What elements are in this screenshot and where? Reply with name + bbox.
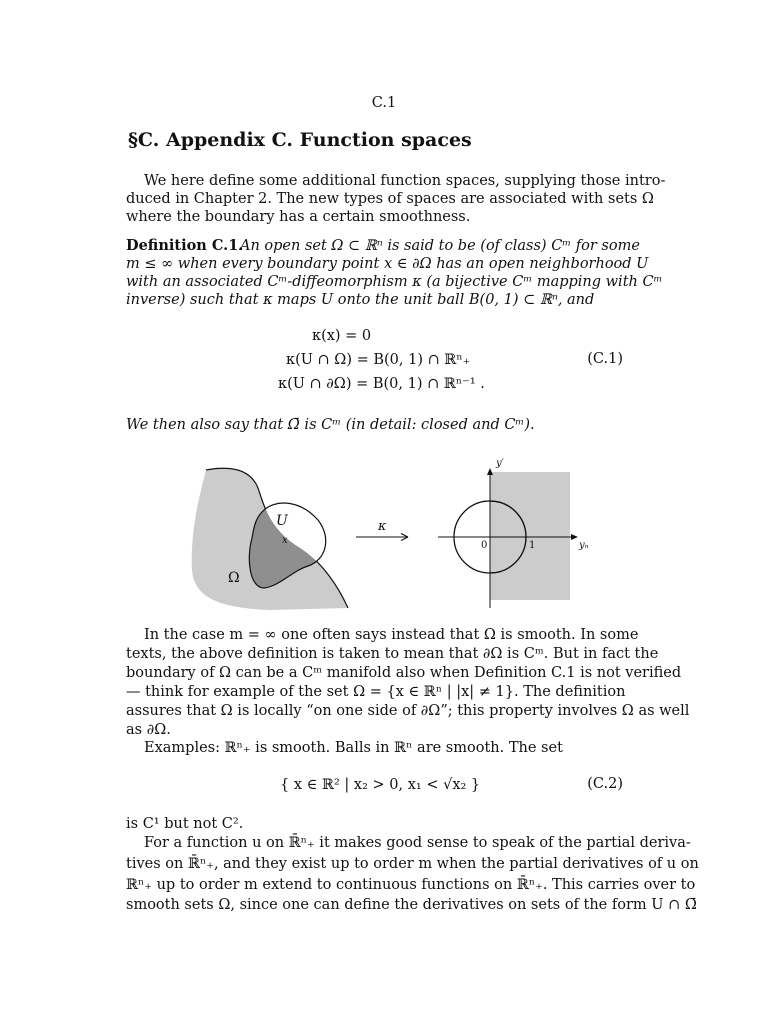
vertical-axis-arrow <box>487 468 493 475</box>
equation-c1-line: κ(U ∩ ∂Ω) = B(0, 1) ∩ ℝⁿ⁻¹ . <box>278 376 485 392</box>
definition-line: with an associated Cᵐ-diffeomorphism κ (a bijective Cᵐ mapping with Cᵐ <box>126 274 663 290</box>
label-x: x <box>282 535 288 546</box>
label-zero: 0 <box>481 540 488 551</box>
body-line: as ∂Ω. <box>126 722 171 738</box>
label-kappa: κ <box>378 519 387 534</box>
label-u: U <box>276 513 288 529</box>
body-line: tives on ℝ̄ⁿ₊, and they exist up to order m when the partial derivatives of u on <box>126 856 699 872</box>
body-line: texts, the above definition is taken to mean that ∂Ω is Cᵐ. But in fact the <box>126 646 659 662</box>
page-number: C.1 <box>371 95 397 111</box>
intro-line: duced in Chapter 2. The new types of spaces are associated with sets Ω <box>126 191 654 207</box>
body-line: — think for example of the set Ω = {x ∈ ℝⁿ | |x| ≠ 1}. The definition <box>126 684 626 700</box>
intro-line: where the boundary has a certain smoothness. <box>126 209 471 225</box>
after-c2-line: is C¹ but not C². <box>126 816 244 832</box>
equation-c1-line: κ(x) = 0 <box>312 328 372 344</box>
definition-line: An open set Ω ⊂ ℝⁿ is said to be (of class) Cᵐ for some <box>240 238 640 254</box>
examples-line: Examples: ℝⁿ₊ is smooth. Balls in ℝⁿ are smooth. The set <box>144 740 563 756</box>
body-line: assures that Ω is locally “on one side of ∂Ω”; this property involves Ω as well <box>126 703 690 719</box>
body-line: smooth sets Ω, since one can define the derivatives on sets of the form U ∩ Ω̄ <box>126 897 697 913</box>
domain-map-figure <box>180 448 600 616</box>
definition-label: Definition C.1. <box>126 237 244 254</box>
equation-c1-line: κ(U ∩ Ω) = B(0, 1) ∩ ℝⁿ₊ <box>286 352 471 368</box>
label-omega: Ω <box>228 570 240 586</box>
equation-c2: { x ∈ ℝ² | x₂ > 0, x₁ < √x₂ } <box>280 777 481 793</box>
body-line: boundary of Ω can be a Cᵐ manifold also when Definition C.1 is not verified <box>126 665 682 681</box>
body-line: ℝⁿ₊ up to order m extend to continuous functions on ℝ̄ⁿ₊. This carries over to <box>126 877 696 893</box>
body-line: In the case m = ∞ one often says instead that Ω is smooth. In some <box>144 627 639 643</box>
label-y-prime: y′ <box>496 458 504 469</box>
half-space-region <box>490 472 570 600</box>
definition-line: inverse) such that κ maps U onto the unit ball B(0, 1) ⊂ ℝⁿ, and <box>126 292 595 308</box>
label-one: 1 <box>529 540 536 551</box>
body-line: For a function u on ℝ̄ⁿ₊ it makes good sense to speak of the partial deriva- <box>144 835 691 851</box>
equation-number: (C.1) <box>587 351 623 367</box>
section-title: §C. Appendix C. Function spaces <box>128 129 472 151</box>
closing-statement: We then also say that Ω̄ is Cᵐ (in detail: closed and Cᵐ). <box>126 417 535 433</box>
definition-line: m ≤ ∞ when every boundary point x ∈ ∂Ω has an open neighborhood U <box>126 256 649 272</box>
horizontal-axis-arrow <box>571 534 578 540</box>
equation-number: (C.2) <box>587 776 623 792</box>
label-y-n: yₙ <box>579 540 589 551</box>
intro-line: We here define some additional function spaces, supplying those intro- <box>144 173 666 189</box>
